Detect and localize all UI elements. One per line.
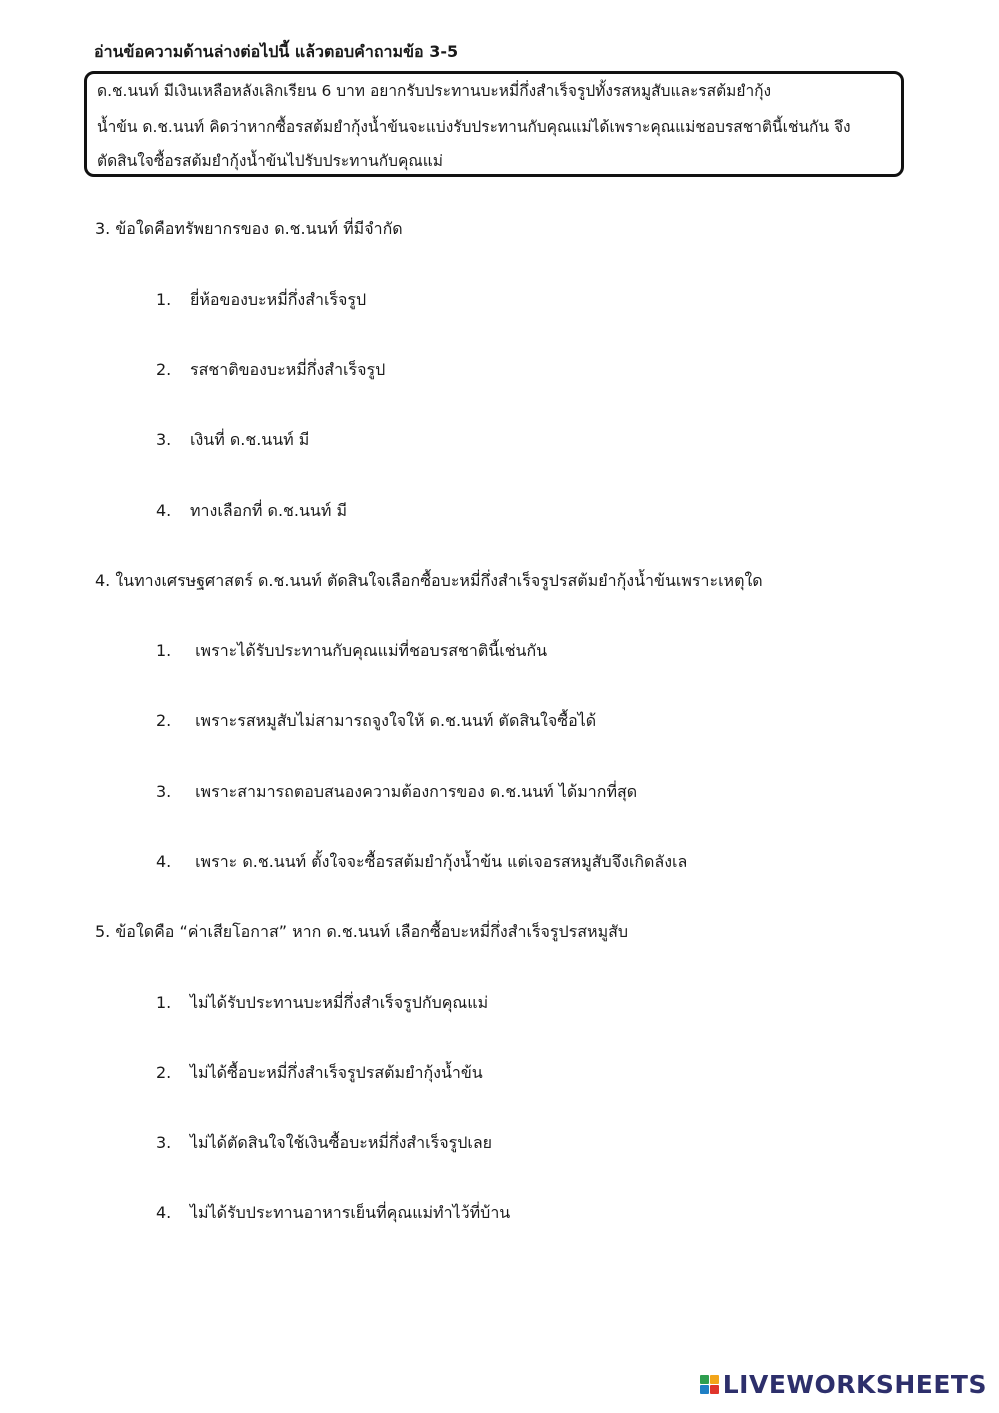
question-3: 3. ข้อใดคือทรัพยากรของ ด.ช.นนท์ ที่มีจำกัด xyxy=(95,219,403,238)
option-text: เพราะสามารถตอบสนองความต้องการของ ด.ช.นนท์ ได้มากที่สุด xyxy=(190,782,638,801)
option-text: เพราะ ด.ช.นนท์ ตั้งใจจะซื้อรสต้มยำกุ้งน้ำข้น แต่เจอรสหมูสับจึงเกิดลังเล xyxy=(190,852,688,871)
passage-line: น้ำข้น ด.ช.นนท์ คิดว่าหากซื้อรสต้มยำกุ้งน้ำข้นจะแบ่งรับประทานกับคุณแม่ได้เพราะคุณแม่ชอบรสชาตินี้เช่นกัน จึง xyxy=(97,118,851,136)
logo-cell xyxy=(700,1375,709,1384)
option-text: เพราะรสหมูสับไม่สามารถจูงใจให้ ด.ช.นนท์ ตัดสินใจซื้อได้ xyxy=(190,711,597,730)
option-text: ไม่ได้ซื้อบะหมี่กึ่งสำเร็จรูปรสต้มยำกุ้งน้ำข้น xyxy=(190,1063,483,1082)
option-number: 3. xyxy=(156,1133,172,1152)
option-text: ไม่ได้ตัดสินใจใช้เงินซื้อบะหมี่กึ่งสำเร็จรูปเลย xyxy=(190,1133,492,1152)
option-text: รสชาติของบะหมี่กึ่งสำเร็จรูป xyxy=(190,360,386,379)
option-text: ไม่ได้รับประทานอาหารเย็นที่คุณแม่ทำไว้ที่บ้าน xyxy=(190,1203,511,1222)
question-4-option-2[interactable] xyxy=(156,709,596,734)
option-number: 4. xyxy=(156,501,172,520)
option-number: 1. xyxy=(156,290,172,309)
option-text: ยี่ห้อของบะหมี่กึ่งสำเร็จรูป xyxy=(190,290,367,309)
option-number: 2. xyxy=(156,711,172,730)
question-4-option-4[interactable] xyxy=(156,850,687,875)
logo-cell xyxy=(700,1385,709,1394)
question-5: 5. ข้อใดคือ “ค่าเสียโอกาส” หาก ด.ช.นนท์ เลือกซื้อบะหมี่กึ่งสำเร็จรูปรสหมูสับ xyxy=(95,922,629,941)
option-number: 2. xyxy=(156,360,172,379)
logo-cell xyxy=(710,1385,719,1394)
question-4-option-3[interactable] xyxy=(156,780,637,805)
option-text: ไม่ได้รับประทานบะหมี่กึ่งสำเร็จรูปกับคุณแม่ xyxy=(190,993,489,1012)
option-number: 3. xyxy=(156,430,172,449)
question-4-option-1[interactable] xyxy=(156,639,547,664)
question-3-option-1[interactable] xyxy=(156,288,366,313)
question-3-option-2[interactable] xyxy=(156,358,385,383)
brand-name: LIVEWORKSHEETS xyxy=(722,1370,987,1399)
option-text: เงินที่ ด.ช.นนท์ มี xyxy=(190,430,310,449)
option-number: 1. xyxy=(156,641,172,660)
question-5-option-2[interactable] xyxy=(156,1061,483,1086)
question-4: 4. ในทางเศรษฐศาสตร์ ด.ช.นนท์ ตัดสินใจเลือกซื้อบะหมี่กึ่งสำเร็จรูปรสต้มยำกุ้งน้ำข้นเพราะเหตุใด xyxy=(95,571,763,590)
option-text: เพราะได้รับประทานกับคุณแม่ที่ชอบรสชาตินี้เช่นกัน xyxy=(190,641,548,660)
liveworksheets-brand xyxy=(700,1370,987,1399)
option-number: 2. xyxy=(156,1063,172,1082)
passage-line: ตัดสินใจซื้อรสต้มยำกุ้งน้ำข้นไปรับประทานกับคุณแม่ xyxy=(97,152,443,170)
option-text: ทางเลือกที่ ด.ช.นนท์ มี xyxy=(190,501,348,520)
question-3-option-3[interactable] xyxy=(156,428,309,453)
option-number: 1. xyxy=(156,993,172,1012)
passage-line: ด.ช.นนท์ มีเงินเหลือหลังเลิกเรียน 6 บาท อยากรับประทานบะหมี่กึ่งสำเร็จรูปทั้งรสหมูสับและรสต้มยำกุ้ง xyxy=(97,82,772,100)
logo-cell xyxy=(710,1375,719,1384)
liveworksheets-logo-icon xyxy=(700,1375,719,1394)
option-number: 3. xyxy=(156,782,172,801)
question-5-option-4[interactable] xyxy=(156,1201,510,1226)
question-5-option-1[interactable] xyxy=(156,991,488,1016)
passage-box xyxy=(84,71,904,177)
question-5-option-3[interactable] xyxy=(156,1131,492,1156)
option-number: 4. xyxy=(156,1203,172,1222)
question-3-option-4[interactable] xyxy=(156,499,347,524)
option-number: 4. xyxy=(156,852,172,871)
instruction-heading: อ่านข้อความด้านล่างต่อไปนี้ แล้วตอบคำถามข้อ 3-5 xyxy=(94,42,459,61)
